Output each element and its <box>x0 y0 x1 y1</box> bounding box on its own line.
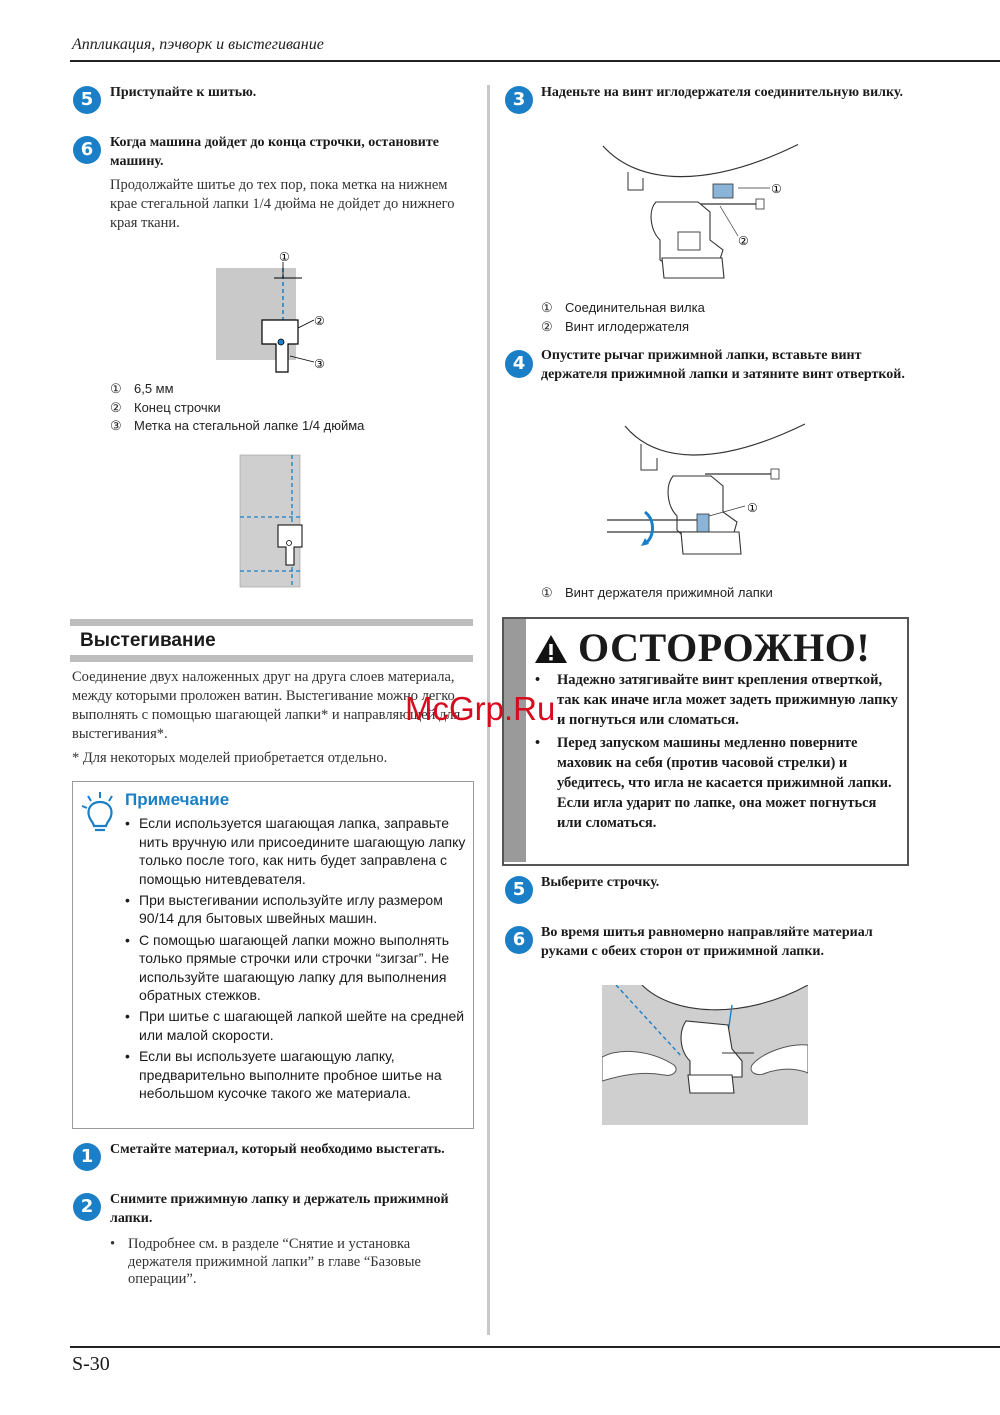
page-number: S-30 <box>72 1353 110 1375</box>
figure-stitch-end <box>210 248 340 378</box>
section-intro: Соединение двух наложенных друг на друга слоев материала, между которыми проложен ватин. Выстегивание можно легко выполнять с помощью шагающей лапки* и направляющей для выстегивания*. <box>72 669 461 742</box>
footer-divider <box>70 1346 1000 1348</box>
foot-holder-screw <box>697 514 709 534</box>
warning-stripe <box>504 619 526 862</box>
figure-fabric-strip <box>238 453 308 589</box>
callout-3: ③ <box>314 357 325 371</box>
step-badge-3: 3 <box>505 86 533 114</box>
warning-item: • Перед запуском машины медленно поверните маховик на себя (против часовой стрелки) и убедитесь, что игла не касается прижимной лапки. Если игла ударит по лапке, она может погнуться или сломаться. <box>535 733 900 833</box>
header-divider <box>70 60 1000 62</box>
screw-head <box>771 469 779 479</box>
machine-bracket <box>628 172 643 190</box>
figure-screwdriver-tighten <box>605 420 805 570</box>
section-footnote: * Для некоторых моделей приобретается отдельно. <box>72 750 388 766</box>
legend-item: ① Винт держателя прижимной лапки <box>541 585 773 600</box>
walking-foot <box>681 532 741 554</box>
step-2-bullet-text: Подробнее см. в разделе “Снятие и установка держателя прижимной лапки” в главе “Базовые операции”. <box>128 1236 421 1287</box>
callout-line-2 <box>720 206 738 236</box>
header-title: Аппликация, пэчворк и выстегивание <box>72 36 324 53</box>
step-badge-6: 6 <box>73 136 101 164</box>
note-title: Примечание <box>125 790 230 809</box>
rotation-arrow <box>645 512 653 544</box>
step-6-text: Когда машина дойдет до конца строчки, остановите машину. <box>110 135 439 169</box>
step-badge-5: 5 <box>73 86 101 114</box>
figure1-legend <box>110 380 364 436</box>
warning-item: • Надежно затягивайте винт крепления отверткой, так как иначе игла может задеть прижимную лапку и погнуться или сломаться. <box>535 670 900 730</box>
callout-1: ① <box>279 250 290 264</box>
walking-foot <box>688 1075 734 1093</box>
note-item: • Если используется шагающая лапка, заправьте нить вручную или присоедините шагающую лапку только после того, как нить будет заправлена с помощью нитевдевателя. <box>123 814 473 888</box>
connecting-fork <box>713 184 733 198</box>
section-bar-top <box>70 619 473 626</box>
callout-2: ② <box>738 234 749 248</box>
screw-head <box>756 199 764 209</box>
figure-needle-clamp-fork <box>598 140 798 290</box>
figure4-legend <box>541 584 773 603</box>
legend-item: ① 6,5 мм <box>110 381 174 396</box>
needle-point <box>287 541 292 546</box>
legend-item: ② Винт иглодержателя <box>541 318 689 334</box>
legend-item: ② Конец строчки <box>110 399 221 415</box>
watermark: McGrp.Ru <box>405 690 556 727</box>
note-item: • При шитье с шагающей лапкой шейте на средней или малой скорости. <box>123 1007 473 1044</box>
figure-guide-fabric <box>602 985 808 1125</box>
figure3-legend <box>541 299 705 336</box>
step-2-bullet <box>110 1236 470 1289</box>
bullet-glyph: • <box>110 1236 116 1252</box>
legend-item: ① Соединительная вилка <box>541 300 705 315</box>
step-6-right-text: Во время шитья равномерно направляйте материал руками с обеих сторон от прижимной лапки. <box>541 925 873 959</box>
foot-mechanism <box>678 232 700 250</box>
warning-triangle-icon <box>533 633 569 665</box>
machine-head-curve <box>603 142 798 177</box>
note-item: • С помощью шагающей лапки можно выполнять только прямые строчки или строчки “зигзаг”. Не используйте шагающую лапку для выполнения обратных стежков. <box>123 931 473 1005</box>
step-badge-2: 2 <box>73 1193 101 1221</box>
step-badge-5-right: 5 <box>505 876 533 904</box>
note-item: • При выстегивании используйте иглу размером 90/14 для бытовых швейных машин. <box>123 891 473 928</box>
callout-1: ① <box>747 501 758 515</box>
step-badge-1: 1 <box>73 1143 101 1171</box>
step-badge-6-right: 6 <box>505 926 533 954</box>
step-6-body: Продолжайте шитье до тех пор, пока метка на нижнем крае стегальной лапки 1/4 дюйма не дойдет до нижнего края ткани. <box>110 177 455 231</box>
lightbulb-icon <box>80 790 120 836</box>
walking-foot <box>662 258 724 278</box>
callout-line-2 <box>298 320 314 328</box>
step-5-right-text: Выберите строчку. <box>541 875 660 890</box>
section-title: Выстегивание <box>80 630 216 651</box>
step-4-text: Опустите рычаг прижимной лапки, вставьте винт держателя прижимной лапки и затяните винт отверткой. <box>541 348 905 382</box>
warning-title: ОСТОРОЖНО! <box>578 625 871 670</box>
fabric-strip <box>240 455 300 587</box>
step-2-text: Снимите прижимную лапку и держатель прижимной лапки. <box>110 1192 449 1226</box>
step-3-text: Наденьте на винт иглодержателя соединительную вилку. <box>541 85 903 100</box>
callout-1: ① <box>771 182 782 196</box>
note-list <box>123 814 473 1105</box>
note-item: • Если вы используете шагающую лапку, предварительно выполните пробное шитье на небольшом кусочке такого же материала. <box>123 1047 473 1103</box>
step-badge-4: 4 <box>505 350 533 378</box>
legend-item: ③ Метка на стегальной лапке 1/4 дюйма <box>110 418 365 433</box>
needle-point <box>278 339 284 345</box>
step-5-text: Приступайте к шитью. <box>110 85 257 100</box>
warning-list <box>535 670 900 836</box>
callout-2: ② <box>314 314 325 328</box>
step-1-text: Сметайте материал, который необходимо выстегать. <box>110 1142 445 1157</box>
section-bar-bottom <box>70 655 473 662</box>
machine-head-curve <box>625 424 805 455</box>
